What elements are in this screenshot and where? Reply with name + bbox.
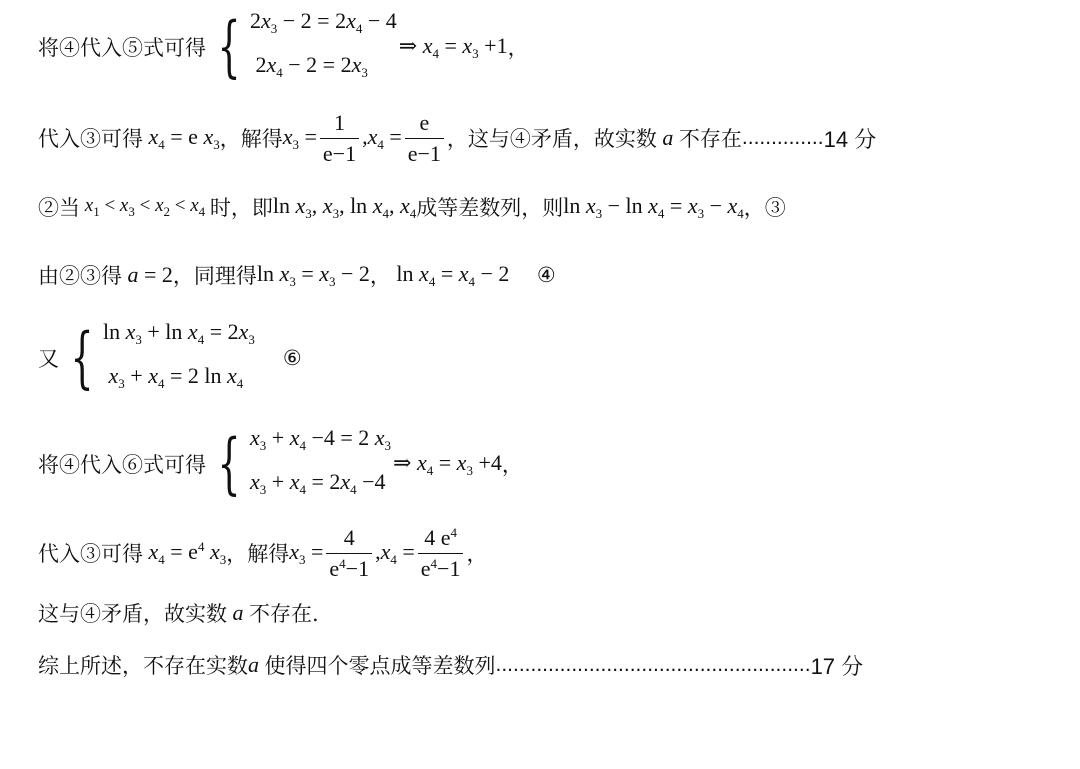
brace: {: [217, 425, 241, 502]
formula: a: [662, 125, 674, 150]
line-2-text: 代入③可得: [38, 127, 143, 151]
line-8: [38, 596, 319, 630]
formula: ⇒ $x_4 = x_3 +1$: [398, 32, 508, 61]
text: 不存在.: [249, 602, 319, 626]
formula: $\ln x_4 = x_4 - 2$: [390, 260, 537, 289]
fraction: $\frac{1}{e-1}$: [320, 110, 359, 167]
text: 时，即: [209, 196, 273, 220]
formula: $x_4 = e$ $x_3$: [148, 123, 220, 152]
line-1-text: 将④代入⑤式可得: [38, 36, 206, 60]
line-5-text: 又: [38, 347, 59, 371]
text: ⑥: [282, 346, 302, 370]
text: ，同理得: [172, 264, 257, 288]
formula: ⇒ $x_4 = x_3 +4$: [393, 449, 502, 478]
line-9: [38, 648, 863, 682]
score-leader: ..............: [741, 126, 824, 149]
line-2: [38, 108, 876, 168]
line-3-text: ②当: [38, 196, 80, 220]
line-6: [38, 425, 523, 502]
line-7-text: 代入③可得: [38, 542, 143, 566]
score-label: 14 分: [823, 126, 877, 152]
text: 使得四个零点成等差数列: [264, 654, 496, 678]
formula: $x_4 = e^4$ $x_3$: [148, 538, 227, 567]
equation-system-3: { $x_3 + x_4 -4 = 2$ $x_3$ $x_3 + x_4 = 2x_4 -4$: [217, 425, 392, 502]
text: 不存在: [678, 127, 742, 151]
text: ④: [536, 263, 556, 287]
formula: $\ln x_3 - \ln x_4 = x_3 - x_4$: [563, 192, 744, 221]
fraction: $\frac{e}{e-1}$: [405, 110, 444, 167]
formula: a: [248, 652, 259, 677]
formula: $\ln x_3 = x_3 - 2$: [256, 260, 370, 289]
text: ，这与④矛盾，故实数: [446, 127, 657, 151]
text: ，: [369, 264, 391, 288]
equation-system-2: { $\ln x_3 + \ln x_4 = 2x_3$ $x_3 + x_4 = 2$ $\ln x_4$: [70, 319, 255, 396]
line-9-text: 综上所述，不存在实数: [38, 654, 248, 678]
formula: $x_3$ =: [289, 538, 324, 567]
fraction: $\frac{4}{e^4-1}$: [326, 525, 372, 582]
text: 成等差数列，则: [416, 196, 564, 220]
formula: a = 2: [127, 262, 173, 287]
fraction: $\frac{4 e^4}{e^4-1}$: [418, 525, 464, 582]
brace: {: [217, 8, 241, 85]
formula: $x_1 < x_3 < x_2 < x_4$: [84, 194, 206, 219]
text: ，③: [743, 196, 786, 220]
line-4: [38, 258, 556, 292]
punct: ，: [507, 36, 529, 60]
score-label: 17 分: [810, 653, 864, 679]
line-4-text: 由②③得: [38, 264, 122, 288]
score-leader: ......................................................: [495, 653, 811, 676]
formula: $\ln x_3$, $x_3$, $\ln x_4$, $x_4$: [272, 192, 417, 221]
line-6-text: 将④代入⑥式可得: [38, 453, 206, 477]
formula: $,x_4$ =: [375, 538, 415, 567]
line-1: [38, 8, 529, 85]
equation-system-1: { $2x_3 - 2 = 2x_4 - 4$ $2x_4 - 2 = 2x_3$: [217, 8, 397, 85]
line-5: [38, 319, 302, 396]
line-3: [38, 190, 786, 224]
formula: a: [232, 600, 244, 625]
text: ，解得: [219, 127, 283, 151]
line-8-text: 这与④矛盾，故实数: [38, 602, 227, 626]
text: ，解得: [226, 542, 290, 566]
formula: $x_3$ =: [282, 123, 317, 152]
punct: ，: [501, 453, 523, 477]
punct: ，: [466, 542, 488, 566]
formula: $,x_4$ =: [362, 123, 402, 152]
brace: {: [70, 319, 94, 396]
line-7: [38, 522, 487, 584]
